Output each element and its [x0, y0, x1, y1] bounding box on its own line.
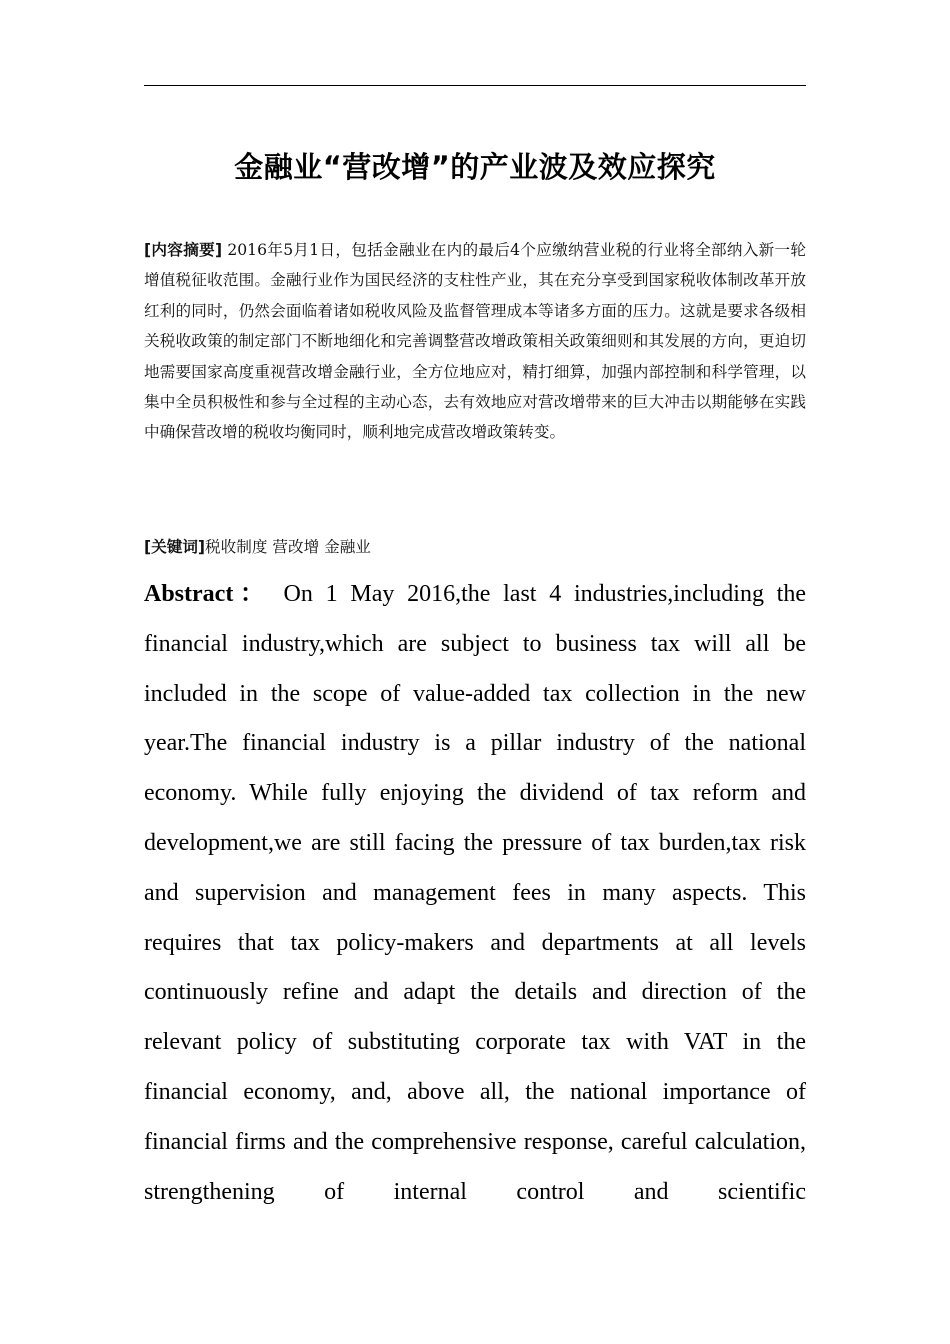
chinese-abstract-label: [内容摘要]	[144, 241, 223, 259]
keywords-label: [关键词]	[144, 538, 206, 556]
english-abstract-label: Abstract：	[144, 581, 271, 607]
paper-title: 金融业“营改增”的产业波及效应探究	[234, 150, 716, 184]
chinese-abstract	[144, 235, 806, 448]
header-rule	[144, 85, 806, 86]
english-abstract-text: On 1 May 2016,the last 4 industries,including the financial industry,which are subject to business tax will all be included in the scope of value-added tax collection in the new year.The financial industry is a pillar industry of the national economy. While fully enjoying the dividend of tax reform and development,we are still facing the pressure of tax burden,tax risk and supervision and management fees in many aspects. This requires that tax policy-makers and departments at all levels continuously refine and adapt the details and direction of the relevant policy of substituting corporate tax with VAT in the financial economy, and, above all, the national importance of financial firms and the comprehensive response, careful calculation, strengthening of internal control and scientific	[144, 581, 806, 1205]
keywords-text: 税收制度 营改增 金融业	[205, 538, 371, 556]
english-abstract	[144, 570, 806, 1217]
chinese-abstract-text: 2016年5月1日，包括金融业在内的最后4个应缴纳营业税的行业将全部纳入新一轮增值税征收范围。金融行业作为国民经济的支柱性产业，其在充分享受到国家税收体制改革开放红利的同时，仍然会面临着诸如税收风险及监督管理成本等诸多方面的压力。这就是要求各级相关税收政策的制定部门不断地细化和完善调整营改增政策相关政策细则和其发展的方向，更迫切地需要国家高度重视营改增金融行业，全方位地应对，精打细算，加强内部控制和科学管理，以集中全员积极性和参与全过程的主动心态，去有效地应对营改增带来的巨大冲击以期能够在实践中确保营改增的税收均衡同时，顺利地完成营改增政策转变。	[144, 241, 806, 442]
keywords	[144, 532, 806, 562]
